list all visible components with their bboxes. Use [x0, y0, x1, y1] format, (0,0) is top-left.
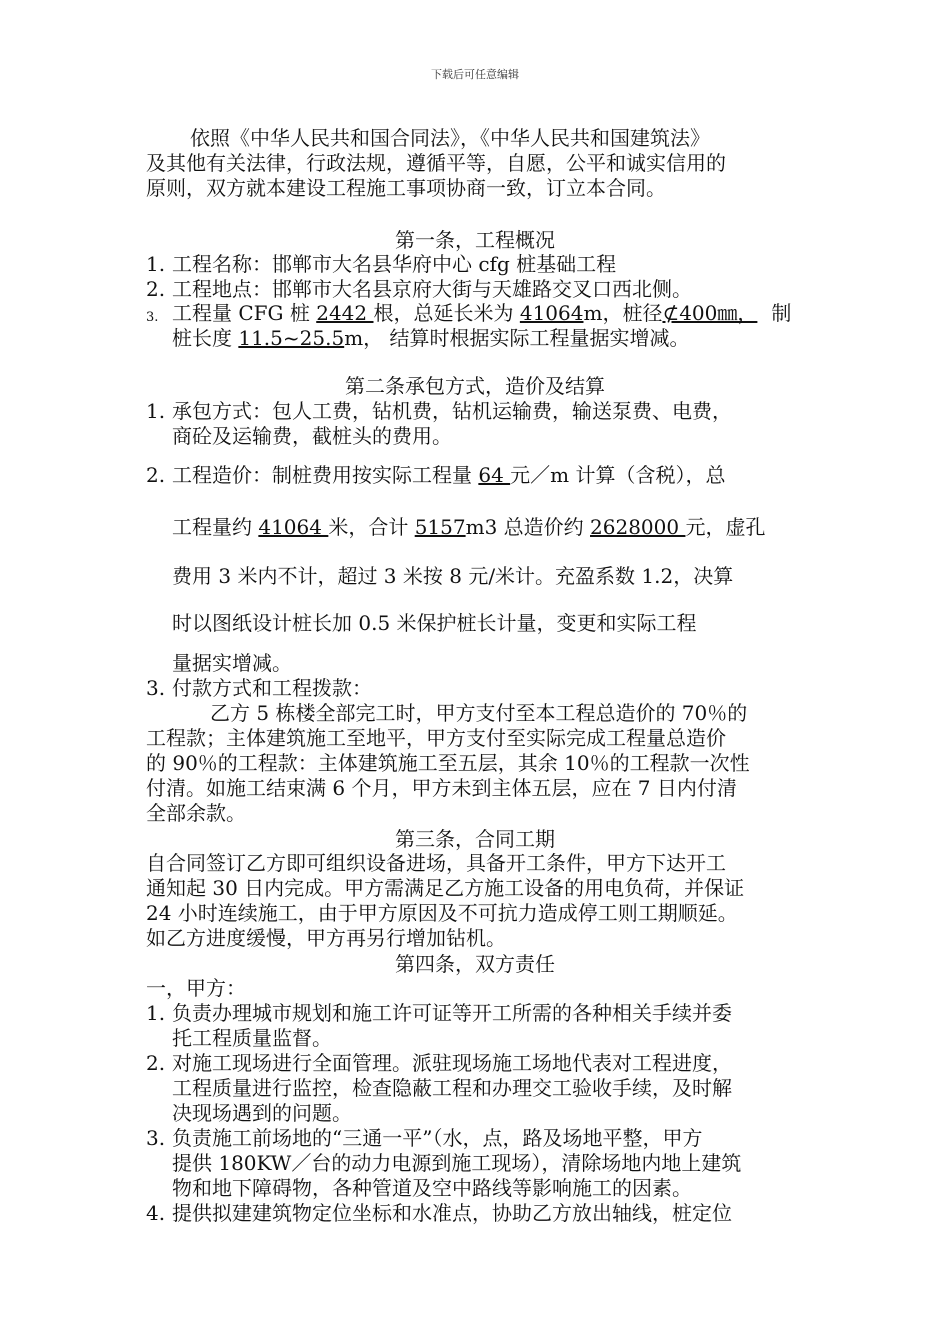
article-4-title: 第四条，双方责任 — [395, 952, 555, 976]
project-location: 工程地点：邯郸市大名县京府大街与天雄路交叉口西北侧。 — [172, 277, 692, 301]
duty-3-line-2: 提供 180KW／台的动力电源到施工现场），清除场地内地上建筑 — [172, 1151, 742, 1175]
duty-3-line-1: 负责施工前场地的“三通一平”（水，点，路及场地平整，甲方 — [172, 1126, 703, 1150]
list-number: 3. — [146, 310, 159, 325]
list-number: 1. — [146, 252, 166, 276]
payment-line-3: 的 90％的工程款：主体建筑施工至五层，其余 10％的工程款一次性 — [146, 751, 750, 775]
list-number: 1. — [146, 399, 166, 423]
cost-line-1: 工程造价：制桩费用按实际工程量 64 元／m 计算（含税），总 — [172, 463, 726, 487]
party-a-heading: 一，甲方： — [146, 976, 246, 1000]
payment-title: 付款方式和工程拨款： — [172, 676, 372, 700]
pile-diameter: ⊄400㎜， — [662, 301, 758, 325]
list-number: 2. — [146, 463, 166, 487]
cost-line-2: 工程量约 41064 米，合计 5157m3 总造价约 2628000 元，虚孔 — [172, 515, 766, 539]
contract-mode-line-1: 承包方式：包人工费，钻机费，钻机运输费，输送泵费、电费， — [172, 399, 732, 423]
schedule-line-3: 24 小时连续施工，由于甲方原因及不可抗力造成停工则工期顺延。 — [146, 901, 738, 925]
duty-3-line-3: 物和地下障碍物，各种管道及空中路线等影响施工的因素。 — [172, 1176, 692, 1200]
duty-1-line-1: 负责办理城市规划和施工许可证等开工所需的各种相关手续并委 — [172, 1001, 732, 1025]
duty-2-line-1: 对施工现场进行全面管理。派驻现场施工场地代表对工程进度， — [172, 1051, 732, 1075]
duty-1-line-2: 托工程质量监督。 — [172, 1026, 332, 1050]
duty-2-line-3: 决现场遇到的问题。 — [172, 1101, 352, 1125]
payment-line-2: 工程款；主体建筑施工至地平，甲方支付至实际完成工程量总造价 — [146, 726, 726, 750]
list-number: 3. — [146, 1126, 166, 1150]
list-number: 2. — [146, 277, 166, 301]
schedule-line-4: 如乙方进度缓慢，甲方再另行增加钻机。 — [146, 926, 506, 950]
duty-2-line-2: 工程质量进行监控，检查隐蔽工程和办理交工验收手续，及时解 — [172, 1076, 732, 1100]
unit-price: 64 — [478, 463, 511, 487]
schedule-line-1: 自合同签订乙方即可组织设备进场，具备开工条件，甲方下达开工 — [146, 851, 726, 875]
payment-line-1: 乙方 5 栋楼全部完工时，甲方支付至本工程总造价的 70％的 — [210, 701, 748, 725]
project-quantity-line-2: 桩长度 11.5~25.5m， 结算时根据实际工程量据实增减。 — [172, 326, 690, 350]
contract-mode-line-2: 商砼及运输费，截桩头的费用。 — [172, 424, 452, 448]
cost-line-5: 量据实增减。 — [172, 651, 292, 675]
pile-count: 2442 — [316, 301, 374, 325]
pile-length-range: 11.5~25.5 — [238, 326, 345, 350]
cost-line-4: 时以图纸设计桩长加 0.5 米保护桩长计量，变更和实际工程 — [172, 611, 697, 635]
list-number: 4. — [146, 1201, 166, 1225]
project-quantity-line-1: 工程量 CFG 桩 2442 根，总延长米为 41064m，桩径⊄400㎜， 制 — [172, 301, 792, 325]
intro-line-2: 及其他有关法律，行政法规，遵循平等，自愿，公平和诚实信用的 — [146, 151, 726, 175]
total-quantity: 41064 — [258, 515, 329, 539]
schedule-line-2: 通知起 30 日内完成。甲方需满足乙方施工设备的用电负荷，并保证 — [146, 876, 745, 900]
payment-line-5: 全部余款。 — [146, 801, 246, 825]
page-header: 下载后可任意编辑 — [431, 68, 519, 81]
list-number: 1. — [146, 1001, 166, 1025]
total-volume: 5157 — [414, 515, 466, 539]
total-cost: 2628000 — [590, 515, 686, 539]
duty-4-line-1: 提供拟建建筑物定位坐标和水准点，协助乙方放出轴线，桩定位 — [172, 1201, 732, 1225]
payment-line-4: 付清。如施工结束满 6 个月，甲方未到主体五层，应在 7 日内付清 — [146, 776, 737, 800]
list-number: 3. — [146, 676, 166, 700]
article-1-title: 第一条，工程概况 — [395, 228, 555, 252]
article-3-title: 第三条，合同工期 — [395, 827, 555, 851]
project-name: 工程名称：邯郸市大名县华府中心 cfg 桩基础工程 — [172, 252, 617, 276]
cost-line-3: 费用 3 米内不计，超过 3 米按 8 元/米计。充盈系数 1.2，决算 — [172, 564, 734, 588]
article-2-title: 第二条承包方式，造价及结算 — [345, 374, 605, 398]
intro-line-3: 原则，双方就本建设工程施工事项协商一致，订立本合同。 — [146, 176, 666, 200]
list-number: 2. — [146, 1051, 166, 1075]
intro-line-1: 依照《中华人民共和国合同法》，《中华人民共和国建筑法》 — [190, 126, 710, 150]
total-length: 41064 — [519, 301, 584, 325]
